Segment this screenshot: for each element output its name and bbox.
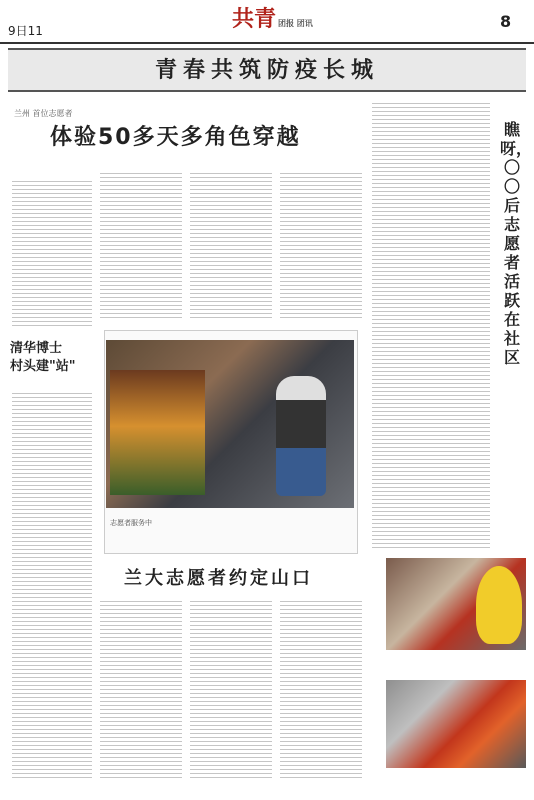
photo-stall <box>110 370 205 495</box>
text-column <box>190 170 272 320</box>
text-column <box>100 598 182 778</box>
masthead-date: 9日11 <box>8 24 43 38</box>
text-column <box>372 100 490 550</box>
page-number: 8 <box>500 12 512 31</box>
right-headline: 瞧呀，〇〇后志愿者活跃在社区 <box>500 120 533 367</box>
banner-title: 青春共筑防疫长城 <box>154 57 379 83</box>
article-headline-lower: 兰大志愿者约定山口 <box>124 568 313 589</box>
article-headline: 体验50多天多角色穿越 <box>50 125 301 150</box>
photo-person <box>276 376 326 496</box>
mascot-image <box>476 566 522 644</box>
sidebar-headline: 清华博士 村头建"站" <box>10 341 76 374</box>
text-column <box>280 598 362 778</box>
text-column <box>100 170 182 320</box>
volunteer-photo-2 <box>386 680 526 768</box>
photo-caption: 志愿者服务中 <box>110 519 152 527</box>
text-column <box>280 170 362 320</box>
masthead-title <box>232 2 313 33</box>
text-column <box>12 178 92 328</box>
article-kicker: 兰州 首位志愿者 <box>14 109 73 118</box>
banner <box>8 48 526 92</box>
text-column <box>12 390 92 780</box>
section-title: 共青 <box>232 6 277 32</box>
section-subtitle: 团报 团讯 <box>278 18 313 28</box>
text-column <box>190 598 272 778</box>
